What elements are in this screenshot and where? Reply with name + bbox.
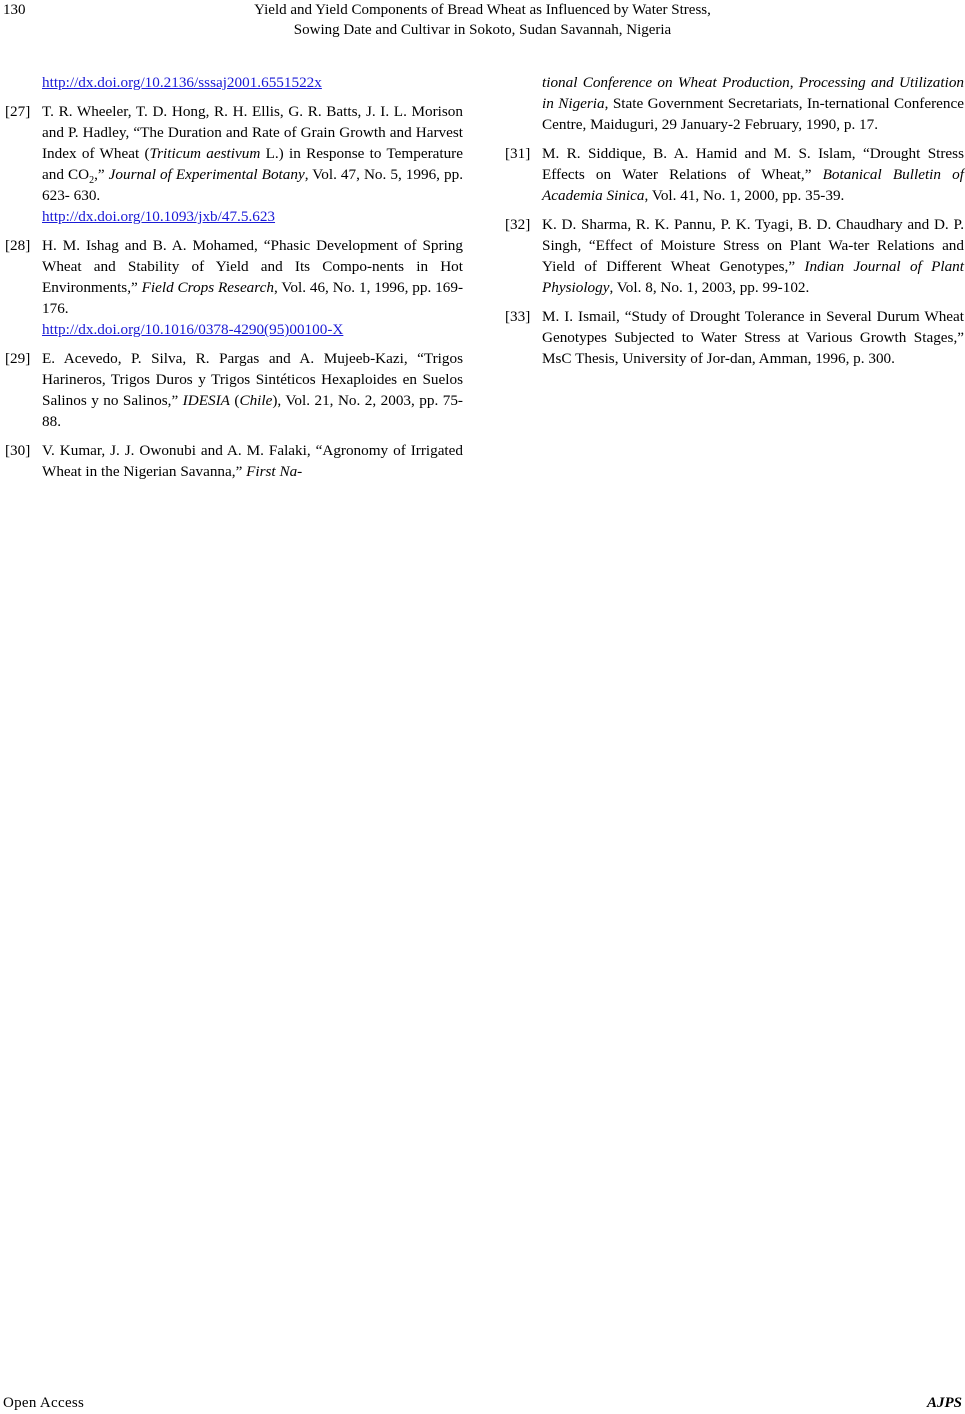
reference-32 [505, 214, 964, 298]
reference-number: [31] [505, 145, 531, 162]
running-title-line-2: Sowing Date and Cultivar in Sokoto, Sudan Savannah, Nigeria [293, 22, 672, 38]
reference-number: [27] [5, 103, 31, 120]
journal-abbreviation: AJPS [926, 1395, 962, 1411]
page-number: 130 [3, 2, 26, 18]
reference-number: [33] [505, 308, 531, 325]
doi-link[interactable]: http://dx.doi.org/10.1016/0378-4290(95)00100-X [42, 321, 344, 338]
page-header [0, 0, 965, 44]
reference-number: [29] [5, 350, 31, 367]
reference-number: [32] [505, 216, 531, 233]
reference-31 [505, 143, 964, 206]
open-access-label: Open Access [3, 1395, 85, 1411]
reference-number: [28] [5, 237, 31, 254]
running-title [100, 0, 865, 40]
reference-28 [5, 235, 463, 340]
reference-text: K. D. Sharma, R. K. Pannu, P. K. Tyagi, B. D. Chaudhary and D. P. Singh, “Effect of Moisture Stress on Plant Wa-ter Relations and Yield of Different Wheat Genotypes,” Indian Journal of Plant Physiology, Vol. 8, No. 1, 2003, pp. 99-102. [542, 216, 964, 296]
reference-30-continuation: tional Conference on Wheat Production, Processing and Utilization in Nigeria, State Government Secretariats, In-ternational Conference Centre, Maiduguri, 29 January-2 February, 1990, p. 17. [542, 74, 965, 133]
reference-33 [505, 306, 964, 369]
reference-number: [30] [5, 442, 31, 459]
reference-text: V. Kumar, J. J. Owonubi and A. M. Falaki, “Agronomy of Irrigated Wheat in the Nigerian Savanna,” First Na- [42, 442, 463, 480]
running-title-line-1: Yield and Yield Components of Bread Wheat as Influenced by Water Stress, [254, 2, 711, 18]
right-column [505, 72, 964, 377]
reference-text: T. R. Wheeler, T. D. Hong, R. H. Ellis, G. R. Batts, J. I. L. Morison and P. Hadley, “The Duration and Rate of Grain Growth and Harvest Index of Wheat (Triticum aestivum L.) in Response to Temperature and $CO_2$,” Journal of Experimental Botany, Vol. 47, No. 5, 1996, pp. 623- 630. http://dx.doi.org/10.1093/jxb/47.5.623 [42, 103, 463, 225]
reference-text: M. R. Siddique, B. A. Hamid and M. S. Islam, “Drought Stress Effects on Water Relations of Wheat,” Botanical Bulletin of Academia Sinica, Vol. 41, No. 1, 2000, pp. 35-39. [542, 145, 964, 204]
doi-link[interactable]: http://dx.doi.org/10.1093/jxb/47.5.623 [42, 208, 276, 225]
reference-text: E. Acevedo, P. Silva, R. Pargas and A. Mujeeb-Kazi, “Trigos Harineros, Trigos Duros y Trigos Sintéticos Hexaploides en Suelos Salinos y no Salinos,” IDESIA (Chile), Vol. 21, No. 2, 2003, pp. 75-88. [42, 350, 463, 430]
reference-continuation [5, 72, 463, 93]
reference-27 [5, 101, 463, 227]
left-column [5, 72, 463, 490]
reference-text: H. M. Ishag and B. A. Mohamed, “Phasic Development of Spring Wheat and Stability of Yield and Its Compo-nents in Hot Environments,” Field Crops Research, Vol. 46, No. 1, 1996, pp. 169-176. http://dx.doi.org/10.1016/0378-4290(95)00100-X [42, 237, 463, 338]
doi-link[interactable]: http://dx.doi.org/10.2136/sssaj2001.6551522x [42, 74, 322, 91]
reference-text: M. I. Ismail, “Study of Drought Tolerance in Several Durum Wheat Genotypes Subjected to Water Stress at Various Growth Stages,” MsC Thesis, University of Jor-dan, Amman, 1996, p. 300. [542, 308, 964, 367]
reference-29 [5, 348, 463, 432]
reference-30 [5, 440, 463, 482]
